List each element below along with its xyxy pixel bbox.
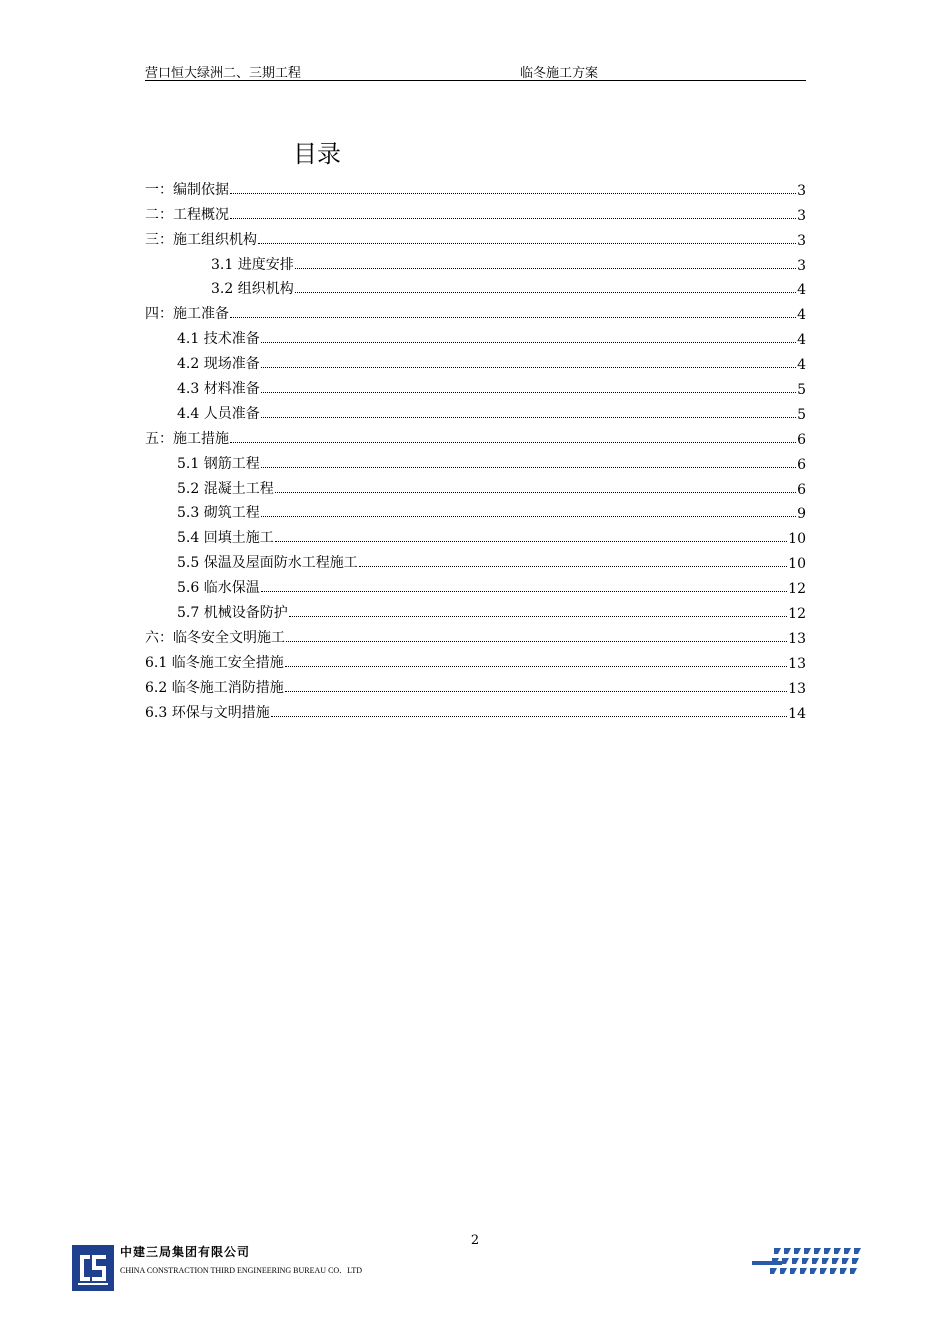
toc-entry-label: 5.2 混凝土工程 [177,480,274,497]
toc-leader-dots [285,665,787,667]
toc-leader-dots [271,715,787,717]
cscec-logo-icon [72,1245,114,1291]
toc-leader-dots [258,242,796,244]
toc-entry-page: 13 [788,630,806,647]
toc-entry-label: 5.3 砌筑工程 [177,505,260,522]
toc-entry-page: 12 [788,581,806,598]
company-name-en: CHINA CONSTRACTION THIRD ENGINEERING BUREAU CO．LTD [120,1266,362,1275]
toc-leader-dots [261,366,796,368]
toc-leader-dots [261,466,796,468]
toc-entry[interactable] [145,672,806,697]
toc-entry-page: 13 [788,680,806,697]
toc-entry[interactable] [145,597,806,622]
toc-title: 目录 [293,140,341,168]
toc-entry[interactable] [145,423,806,448]
toc-leader-dots [261,590,787,592]
toc-entry-page: 4 [797,357,806,374]
toc-entry-label: 五：施工措施 [145,430,229,447]
toc-entry-page: 6 [797,481,806,498]
toc-entry-label: 三：施工组织机构 [145,231,257,248]
toc-entry-label: 5.4 回填土施工 [177,530,274,547]
toc-entry-label: 二：工程概况 [145,206,229,223]
toc-leader-dots [359,565,787,567]
toc-leader-dots [230,316,796,318]
toc-entry-label: 六：临冬安全文明施工 [145,629,285,646]
toc-leader-dots [295,291,796,293]
toc-leader-dots [261,416,796,418]
toc-entry-page: 9 [797,506,806,523]
toc-entry-label: 4.3 材料准备 [177,381,260,398]
toc-entry-page: 10 [788,556,806,573]
toc-leader-dots [286,640,787,642]
page-number: 2 [470,1233,480,1248]
toc-entry-page: 6 [797,456,806,473]
toc-entry[interactable] [145,498,806,523]
toc-entry[interactable] [145,373,806,398]
toc-entry-page: 3 [797,182,806,199]
toc-entry-label: 5.7 机械设备防护 [177,605,288,622]
toc-leader-dots [295,267,796,269]
toc-entry-label: 5.1 钢筋工程 [177,455,260,472]
toc-entry[interactable] [145,224,806,249]
header-project-name: 营口恒大绿洲二、三期工程 [145,66,302,81]
toc-entry-label: 一：编制依据 [145,181,229,198]
toc-entry[interactable] [145,547,806,572]
toc-entry-page: 5 [797,406,806,423]
toc-entry[interactable] [145,249,806,274]
toc-entry-page: 3 [797,257,806,274]
toc-entry-label: 6.2 临冬施工消防措施 [145,679,284,696]
toc-entry-label: 4.2 现场准备 [177,356,260,373]
bureau-wave-logo-icon [752,1246,866,1278]
toc-leader-dots [261,341,796,343]
header-document-title: 临冬施工方案 [520,66,599,81]
toc-leader-dots [289,615,787,617]
toc-entry-page: 4 [797,307,806,324]
toc-entry-label: 4.1 技术准备 [177,331,260,348]
toc-entry[interactable] [145,647,806,672]
toc-entry-label: 5.6 临水保温 [177,580,260,597]
toc-entry[interactable] [145,522,806,547]
toc-entry[interactable] [145,199,806,224]
toc-leader-dots [230,441,796,443]
toc-entry-page: 4 [797,332,806,349]
table-of-contents [145,174,806,722]
toc-entry-page: 12 [788,606,806,623]
page-header [145,62,806,81]
toc-entry-label: 4.4 人员准备 [177,405,260,422]
toc-entry[interactable] [145,473,806,498]
toc-leader-dots [261,515,796,517]
company-name-cn: 中建三局集团有限公司 [120,1245,251,1259]
toc-entry[interactable] [145,622,806,647]
toc-entry-page: 3 [797,207,806,224]
toc-entry[interactable] [145,572,806,597]
toc-leader-dots [261,391,796,393]
toc-entry[interactable] [145,697,806,722]
toc-entry-label: 3.2 组织机构 [211,281,294,298]
toc-entry-label: 6.3 环保与文明措施 [145,704,270,721]
toc-entry-page: 3 [797,232,806,249]
toc-entry-label: 四：施工准备 [145,306,229,323]
toc-entry[interactable] [145,274,806,299]
toc-entry-page: 10 [788,531,806,548]
toc-leader-dots [285,690,787,692]
toc-entry-page: 5 [797,382,806,399]
toc-entry[interactable] [145,348,806,373]
toc-entry[interactable] [145,398,806,423]
toc-entry-label: 5.5 保温及屋面防水工程施工 [177,555,358,572]
toc-entry[interactable] [145,323,806,348]
toc-leader-dots [230,192,796,194]
toc-entry[interactable] [145,298,806,323]
toc-leader-dots [275,540,787,542]
toc-entry-label: 6.1 临冬施工安全措施 [145,654,284,671]
toc-entry-page: 4 [797,282,806,299]
toc-entry[interactable] [145,174,806,199]
toc-leader-dots [230,217,796,219]
toc-leader-dots [275,491,796,493]
toc-entry[interactable] [145,448,806,473]
toc-entry-page: 14 [788,705,806,722]
toc-entry-page: 13 [788,655,806,672]
toc-entry-label: 3.1 进度安排 [211,256,294,273]
toc-entry-page: 6 [797,431,806,448]
